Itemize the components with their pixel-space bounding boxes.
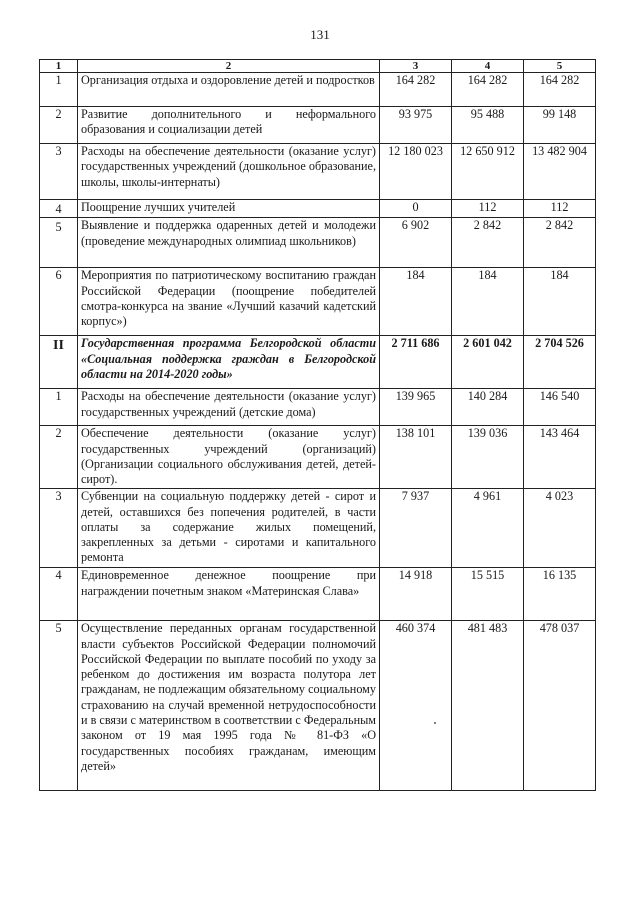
section-row bbox=[40, 336, 596, 389]
value-col-4: 184 bbox=[452, 268, 524, 336]
value-col-4: 2 842 bbox=[452, 218, 524, 268]
row-description: Развитие дополнительного и неформального образования и социализации детей bbox=[78, 107, 380, 144]
value-col-5: 146 540 bbox=[524, 389, 596, 426]
value-col-5: 478 037 bbox=[524, 621, 596, 791]
value-col-4: 140 284 bbox=[452, 389, 524, 426]
value-col-4: 12 650 912 bbox=[452, 144, 524, 200]
table-row bbox=[40, 200, 596, 218]
row-description: Поощрение лучших учителей bbox=[78, 200, 380, 218]
scan-speck bbox=[434, 722, 436, 724]
table-row bbox=[40, 389, 596, 426]
column-header: 3 bbox=[380, 60, 452, 73]
value-col-4: 139 036 bbox=[452, 426, 524, 489]
value-col-4: 112 bbox=[452, 200, 524, 218]
value-col-5: 13 482 904 bbox=[524, 144, 596, 200]
table-header-row bbox=[40, 60, 596, 73]
value-col-4: 164 282 bbox=[452, 73, 524, 107]
column-header: 1 bbox=[40, 60, 78, 73]
table-row bbox=[40, 489, 596, 568]
row-number: 1 bbox=[40, 73, 78, 107]
value-col-5: 184 bbox=[524, 268, 596, 336]
value-col-5: 164 282 bbox=[524, 73, 596, 107]
value-col-4: 95 488 bbox=[452, 107, 524, 144]
budget-table bbox=[39, 59, 596, 791]
value-col-5: 99 148 bbox=[524, 107, 596, 144]
value-col-3: 184 bbox=[380, 268, 452, 336]
value-col-3: 460 374 bbox=[380, 621, 452, 791]
section-total-col-5: 2 704 526 bbox=[524, 336, 596, 389]
row-number: 5 bbox=[40, 621, 78, 791]
value-col-3: 7 937 bbox=[380, 489, 452, 568]
value-col-5: 2 842 bbox=[524, 218, 596, 268]
value-col-3: 139 965 bbox=[380, 389, 452, 426]
value-col-4: 4 961 bbox=[452, 489, 524, 568]
value-col-3: 6 902 bbox=[380, 218, 452, 268]
value-col-5: 143 464 bbox=[524, 426, 596, 489]
column-header: 2 bbox=[78, 60, 380, 73]
row-description: Организация отдыха и оздоровление детей и подростков bbox=[78, 73, 380, 107]
value-col-3: 14 918 bbox=[380, 568, 452, 621]
value-col-3: 0 bbox=[380, 200, 452, 218]
value-col-3: 138 101 bbox=[380, 426, 452, 489]
value-col-4: 481 483 bbox=[452, 621, 524, 791]
row-number: 2 bbox=[40, 426, 78, 489]
value-col-3: 12 180 023 bbox=[380, 144, 452, 200]
table-row bbox=[40, 268, 596, 336]
value-col-5: 112 bbox=[524, 200, 596, 218]
page-number: 131 bbox=[310, 27, 330, 42]
row-number: 3 bbox=[40, 144, 78, 200]
section-title: Государственная программа Белгородской области «Социальная поддержка граждан в Белгородской области на 2014-2020 годы» bbox=[78, 336, 380, 389]
row-number: 1 bbox=[40, 389, 78, 426]
table-row bbox=[40, 144, 596, 200]
section-total-col-4: 2 601 042 bbox=[452, 336, 524, 389]
row-description: Выявление и поддержка одаренных детей и молодежи (проведение международных олимпиад школьников) bbox=[78, 218, 380, 268]
value-col-3: 164 282 bbox=[380, 73, 452, 107]
row-description: Мероприятия по патриотическому воспитанию граждан Российской Федерации (поощрение победителей смотра-конкурса на звание «Лучший казачий кадетский корпус») bbox=[78, 268, 380, 336]
table-row bbox=[40, 73, 596, 107]
row-number: 3 bbox=[40, 489, 78, 568]
column-header: 5 bbox=[524, 60, 596, 73]
row-description: Обеспечение деятельности (оказание услуг) государственных учреждений (организаций) (Организации социального обслуживания детей, детей-сирот). bbox=[78, 426, 380, 489]
table-row bbox=[40, 568, 596, 621]
column-header: 4 bbox=[452, 60, 524, 73]
value-col-5: 16 135 bbox=[524, 568, 596, 621]
row-description: Осуществление переданных органам государственной власти субъектов Российской Федерации полномочий Российской Федерации по выплате пособий по уходу за ребенком до достижения им возраста полутора лет гражданам, не подлежащим обязательному социальному страхованию на случай временной нетрудоспособности и в связи с материнством в соответствии с Федеральным законом от 19 мая 1995 года № 81-ФЗ «О государственных пособиях гражданам, имеющим детей» bbox=[78, 621, 380, 791]
row-number: 4 bbox=[40, 200, 78, 218]
section-number: II bbox=[40, 336, 78, 389]
value-col-3: 93 975 bbox=[380, 107, 452, 144]
row-number: 6 bbox=[40, 268, 78, 336]
value-col-5: 4 023 bbox=[524, 489, 596, 568]
section-total-col-3: 2 711 686 bbox=[380, 336, 452, 389]
row-number: 4 bbox=[40, 568, 78, 621]
row-description: Субвенции на социальную поддержку детей - сирот и детей, оставшихся без попечения родителей, в части оплаты за содержание жилых помещений, закрепленных за детьми - сиротами и капитального ремонта bbox=[78, 489, 380, 568]
table-row bbox=[40, 426, 596, 489]
table-row bbox=[40, 107, 596, 144]
row-description: Расходы на обеспечение деятельности (оказание услуг) государственных учреждений (дошкольное образование, школы, школы-интернаты) bbox=[78, 144, 380, 200]
row-description: Расходы на обеспечение деятельности (оказание услуг) государственных учреждений (детские дома) bbox=[78, 389, 380, 426]
value-col-4: 15 515 bbox=[452, 568, 524, 621]
table-row bbox=[40, 621, 596, 791]
row-number: 2 bbox=[40, 107, 78, 144]
row-number: 5 bbox=[40, 218, 78, 268]
row-description: Единовременное денежное поощрение при награждении почетным знаком «Материнская Слава» bbox=[78, 568, 380, 621]
table-row bbox=[40, 218, 596, 268]
